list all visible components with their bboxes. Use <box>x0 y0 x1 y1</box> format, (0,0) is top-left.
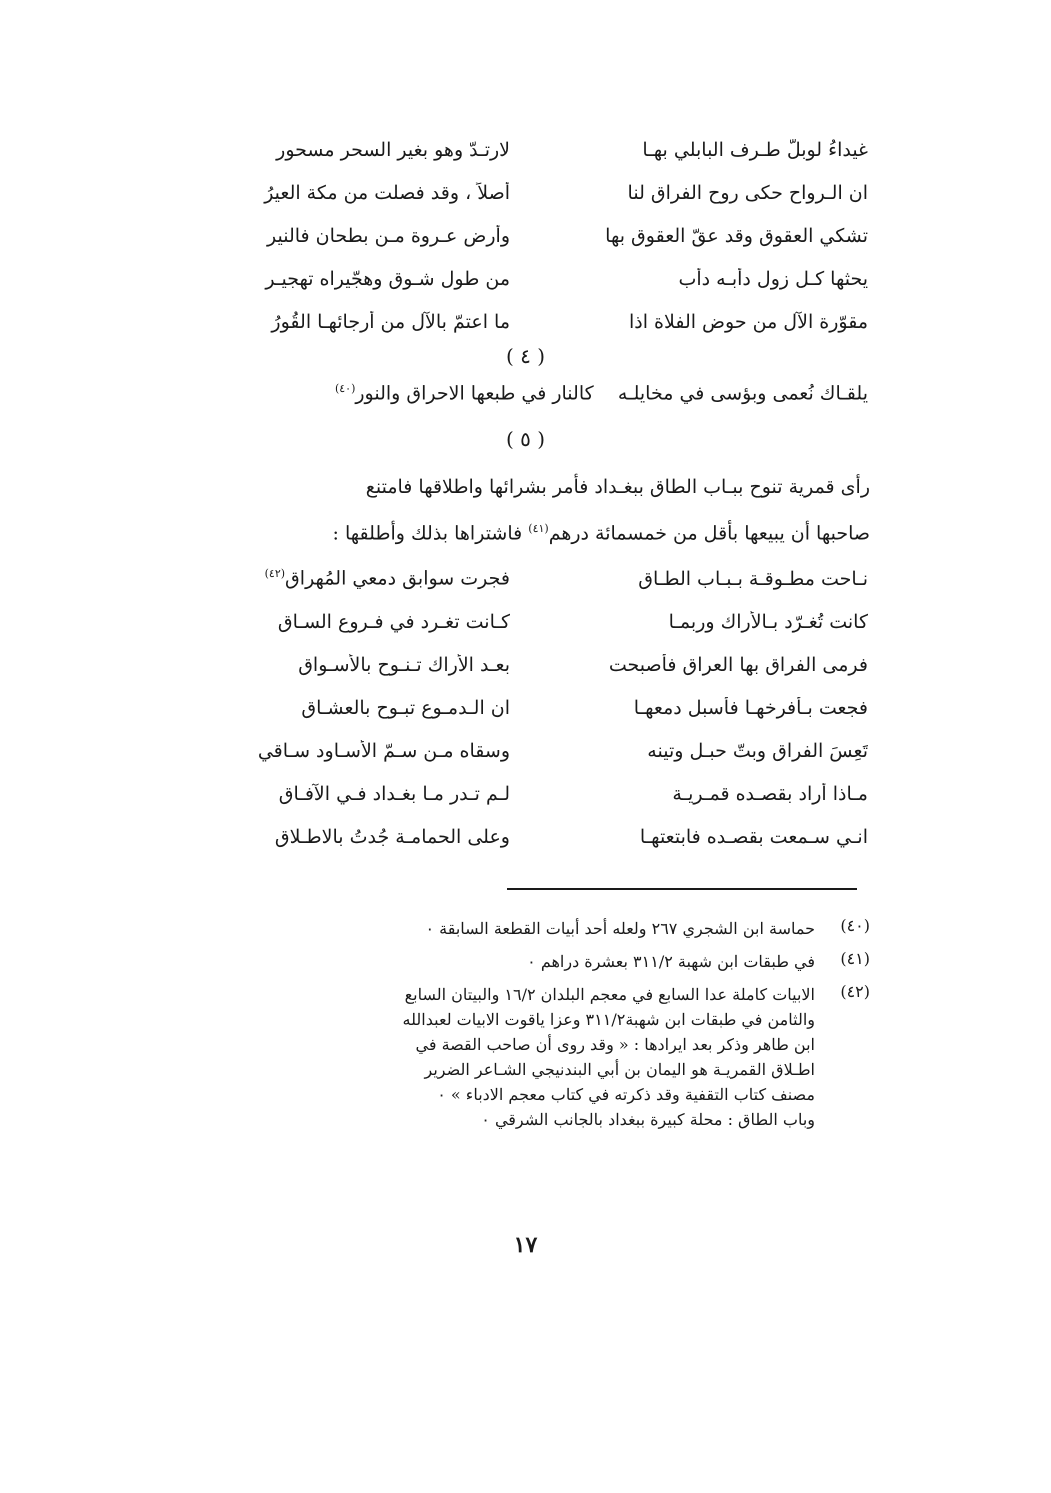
verse-second-hemistich: لارتـدّ وهو بغير السحر مسحور <box>276 138 510 161</box>
footnote-line: مصنف كتاب التقفية وقد ذكرته في كتاب معجم الادباء » ٠ <box>437 1085 815 1104</box>
poem-top <box>200 128 868 343</box>
verse-second-hemistich: وأرض عـروة مـن بطحان فالنير <box>267 224 510 247</box>
verse-first-hemistich: فرمى الفراق بها العراق فأصبحت <box>608 653 868 676</box>
footnotes <box>190 916 870 1140</box>
verse-second-hemistich: من طول شـوق وهجّيراه تهجيـر <box>265 267 510 290</box>
verse-first-hemistich: نـاحت مطـوقـة بـبـاب الطـاق <box>638 567 868 590</box>
verse-row <box>200 128 868 171</box>
footnote-divider <box>507 888 857 890</box>
section-number: ( ٥ ) <box>505 427 546 451</box>
footnote-number: (٤٠) <box>840 916 870 935</box>
footnote-line: في طبقات ابن شهبة ٣١١/٢ بعشرة دراهم ٠ <box>527 952 815 971</box>
verse-second-hemistich: وعلى الحمامـة جُدتُ بالاطـلاق <box>274 825 510 848</box>
footnote-text <box>190 916 815 941</box>
verse-row <box>200 300 868 343</box>
prose-paragraph <box>200 466 870 554</box>
prose-line <box>200 508 870 554</box>
verse-second-hemistich: ان الـدمـوع تبـوح بالعشـاق <box>301 696 510 719</box>
verse-row <box>200 600 868 643</box>
footnote-ref: (٤١) <box>528 522 549 535</box>
verse-second-hemistich: لـم تـدر مـا بغـداد فـي الآفـاق <box>278 782 510 805</box>
verse-first-hemistich: يحثها كـل زول دأبـه دأب <box>678 267 868 290</box>
hemistich-text: فجرت سوابق دمعي المُهراق <box>285 567 510 590</box>
poem-bottom <box>200 557 868 858</box>
prose-text: فاشتراها بذلك وأطلقها : <box>332 522 529 545</box>
prose-text: صاحبها أن يبيعها بأقل من خمسمائة درهم <box>548 522 870 545</box>
footnote-number: (٤١) <box>840 949 870 968</box>
verse-row <box>200 772 868 815</box>
footnote <box>190 916 870 941</box>
footnote-text <box>190 949 815 974</box>
verse-first-hemistich: فجعت بـأفرخهـا فأسبل دمعهـا <box>633 696 868 719</box>
section-number: ( ٤ ) <box>505 344 546 368</box>
verse-row <box>200 214 868 257</box>
verse-first-hemistich: ان الـرواح حكى روح الفراق لنا <box>627 181 868 204</box>
prose-line: رأى قمرية تنوح ببـاب الطاق ببغـداد فأمر بشرائها واطلاقها فامتنع <box>365 476 870 498</box>
verse-first-hemistich: تَعِسَ الفراق وبتّ حبـل وتينه <box>647 739 868 762</box>
footnote-ref: (٤٢) <box>264 567 286 581</box>
verse-first-hemistich: كانت تُغـرّد بـالأراك وربمـا <box>668 610 868 633</box>
footnote-line: اطـلاق القمريـة هو اليمان بن أبي البندنيجي الشـاعر الضرير <box>424 1060 815 1079</box>
page-number: ١٧ <box>513 1232 538 1258</box>
verse-row <box>200 171 868 214</box>
footnote-line: وباب الطاق : محلة كبيرة ببغداد بالجانب الشرقي ٠ <box>481 1110 815 1129</box>
footnote-line: الابيات كاملة عدا السابع في معجم البلدان ١٦/٢ والبيتان السابع <box>404 985 815 1004</box>
footnote <box>190 982 870 1132</box>
verse-first-hemistich: مقوّرة الآل من حوض الفلاة اذا <box>628 310 868 333</box>
verse-first-hemistich: غيداءُ لوبلّ طـرف البابلي بهـا <box>642 138 868 161</box>
verse-second-hemistich: ما اعتمّ بالآل من أرجائهـا القُورُ <box>271 310 510 333</box>
footnote-text <box>190 982 815 1132</box>
footnote-line: والثامن في طبقات ابن شهبة٣١١/٢ وعزا ياقوت الابيات لعبدالله <box>402 1010 815 1029</box>
verse-row <box>200 729 868 772</box>
verse-second-hemistich: وسقاه مـن سـمّ الأسـاود سـاقي <box>257 739 510 762</box>
verse-row <box>200 643 868 686</box>
verse-row <box>200 686 868 729</box>
verse-4 <box>200 382 868 404</box>
footnote-number: (٤٢) <box>840 982 870 1001</box>
verse-first-hemistich: مـاذا أراد بقصـده قمـريـة <box>672 782 868 805</box>
verse-second-hemistich: كـانت تغـرد في فـروع السـاق <box>277 610 510 633</box>
footnote-line: حماسة ابن الشجري ٢٦٧ ولعله أحد أبيات القطعة السابقة ٠ <box>425 919 815 938</box>
verse-first-hemistich: يلقـاك نُعمى وبؤسى في مخايلـه <box>617 382 868 405</box>
footnote <box>190 949 870 974</box>
verse-second-hemistich: كالنار في طبعها الاحراق والنور <box>355 382 594 405</box>
verse-row <box>200 257 868 300</box>
verse-row <box>200 815 868 858</box>
footnote-ref: (٤٠) <box>334 382 356 395</box>
footnote-line: ابن طاهر وذكر بعد ايرادها : « وقد روى أن صاحب القصة في <box>415 1035 815 1054</box>
verse-first-hemistich: تشكي العقوق وقد عقّ العقوق بها <box>605 224 868 247</box>
verse-first-hemistich: انـي سـمعت بقصـده فابتعتهـا <box>639 825 868 848</box>
verse-second-hemistich: أصلاً ، وقد فصلت من مكة العيرُ <box>264 181 510 204</box>
verse-second-hemistich <box>200 567 510 589</box>
verse-second-hemistich: بعـد الأراك تـنـوح بالأسـواق <box>298 653 510 676</box>
verse-row <box>200 557 868 600</box>
